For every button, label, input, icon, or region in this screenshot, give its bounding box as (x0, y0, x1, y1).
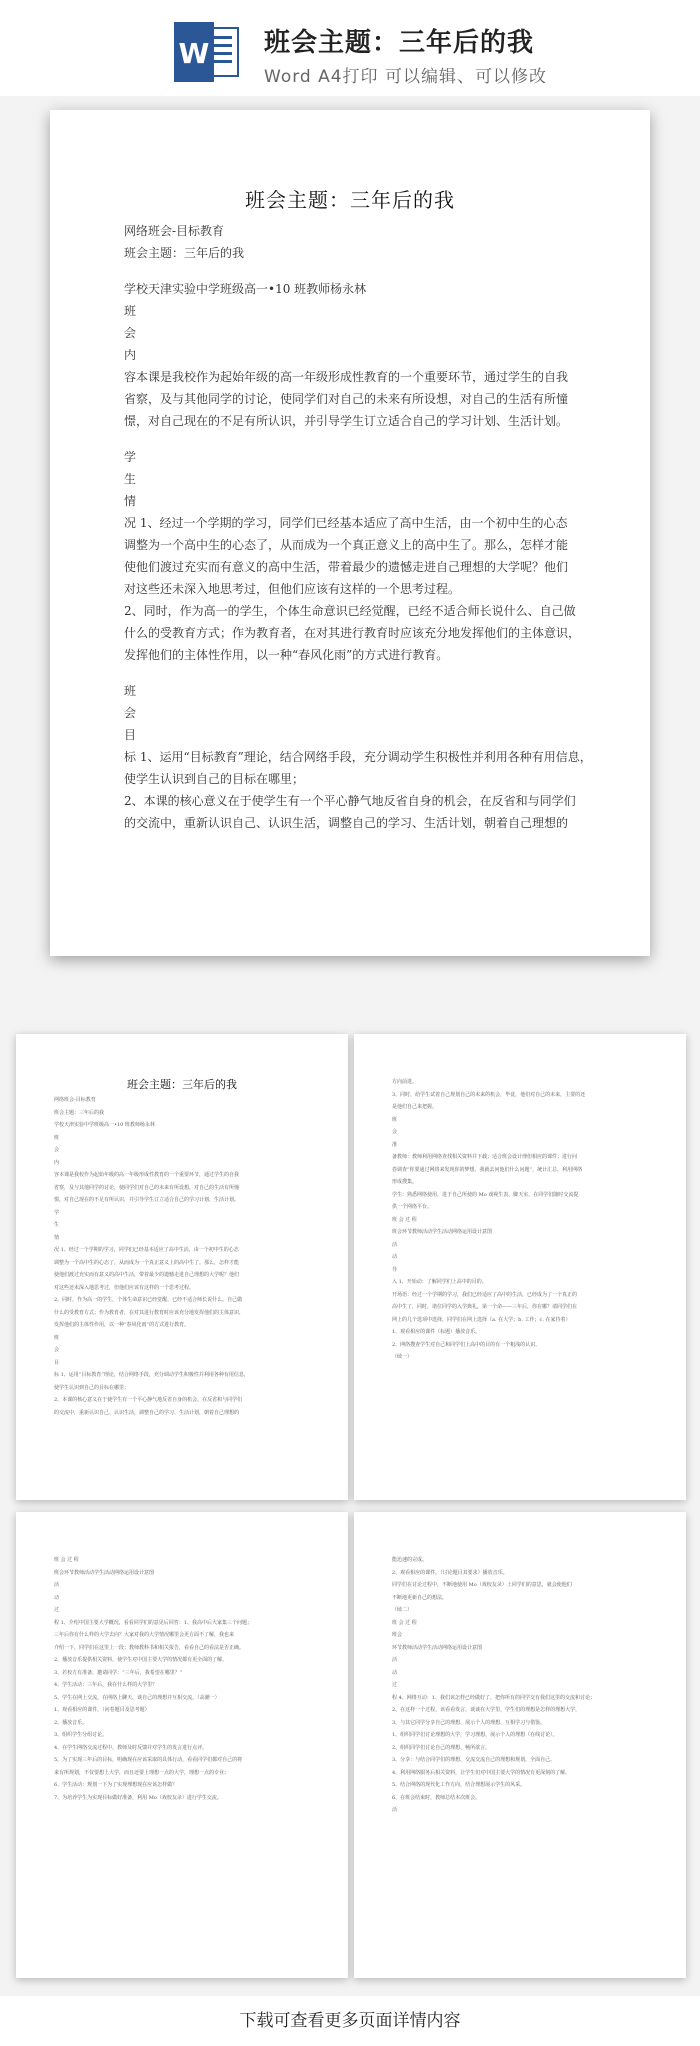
thumbnail-text-line: 动 (54, 1594, 60, 1601)
text-line: 2、同时，作为高一的学生，个体生命意识已经觉醒，已经不适合师长说什么、自己做 (124, 604, 576, 618)
thumbnail-text-line: 4、在学生网络交流过程中，教师及时反馈并对学生的发言进行点评。 (54, 1744, 208, 1751)
thumbnail-text-line: 班会主题：三年后的我 (54, 1109, 105, 1116)
thumbnail-text-line: 来有所规划，不仅要想上大学，而且还要上理想一点的大学，理想一点的专业； (54, 1769, 230, 1776)
page-thumbnail-2[interactable] (354, 1034, 686, 1500)
thumbnail-text-line: 3、组织学生分组讨论。 (54, 1732, 108, 1738)
thumbnail-text-line: 供一个网络平台。 (392, 1204, 433, 1210)
text-line (124, 666, 584, 680)
thumbnail-body (54, 1554, 310, 1804)
thumbnail-text-line: 3、分享：与结合同学们的理想，交流交流自己的理想和规划，全面自己。 (392, 1757, 556, 1763)
text-line: 况 1、经过一个学期的学习，同学们已经基本适应了高中生活，由一个初中生的心态 (124, 516, 568, 530)
thumbnail-text-line: 5、为了实现三年后的目标，明确现在应该采取的具体行动，看看同学们都对自己的将 (54, 1757, 243, 1763)
thumbnail-text-line: 使学生认识到自己的目标在哪里； (54, 1384, 130, 1391)
text-line: 的交流中，重新认识自己、认识生活，调整自己的学习、生活计划，朝着自己理想的 (124, 816, 569, 830)
thumbnail-text-line: （续二） (392, 1607, 413, 1613)
thumbnail-text-line: 班会环节教师活动学生活动网络运用设计意图 (54, 1569, 155, 1576)
page-thumbnail-1[interactable] (16, 1034, 348, 1500)
banner-title: 班会主题：三年后的我 (264, 28, 535, 58)
page-thumbnail-4[interactable] (354, 1512, 686, 1978)
thumbnail-text-line: 同学们在讨论过程中，不断地使用 Mo（戏校友录）上同学们的意思，就会使他们 (392, 1582, 572, 1588)
text-line: 标 1、运用“目标教育”理论，结合网络手段，充分调动学生积极性并利用各种有用信息， (124, 750, 592, 764)
download-more-link[interactable]: 下载可查看更多页面详情内容 (0, 1996, 700, 2046)
page-thumbnail-3[interactable] (16, 1512, 348, 1978)
text-line: 2、本课的核心意义在于使学生有一个平心静气地反省自身的机会，在反省和与同学们 (124, 794, 576, 808)
document-page-main (50, 110, 650, 956)
thumbnail-text-line: 备教师：教师利用网络查找相关资料并下载；适合班会设计理但相应的课件；进行问 (392, 1154, 578, 1160)
thumbnail-text-line: 情 (54, 1234, 60, 1241)
page-title: 班会主题：三年后的我 (245, 188, 455, 212)
thumbnail-text-line: 班 会 过 程 (392, 1619, 417, 1626)
thumbnail-text-line: 动 (392, 1254, 398, 1260)
thumbnail-text-line: 班 会 过 程 (392, 1216, 417, 1223)
text-line: 班 (124, 684, 137, 698)
thumbnail-text-line: 6、在班会结束时，教师总结本次班会。 (392, 1794, 481, 1801)
thumbnail-text-line: 标 1、运用“目标教育”理论，结合网络手段，充分调动学生积极性并利用各种有用信息， (54, 1372, 249, 1378)
thumbnail-text-line: 班会环节教师活动学生活动网络运用设计意图 (392, 1229, 493, 1235)
thumbnail-text-line: 5、结合网络的现代化工作方向，结合理想展示学生的风采。 (392, 1782, 526, 1788)
thumbnail-text-line: 2、本课的核心意义在于使学生有一个平心静气地反省自身的机会，在反省和与同学们 (54, 1397, 243, 1403)
thumbnail-text-line: 内 (54, 1159, 60, 1166)
thumbnail-text-line: 7、为培养学生为实现目标做好准备，利用 Mo（戏校友录）进行学生交流。 (54, 1794, 222, 1801)
thumbnail-text-line: 使他们渡过充实而有意义的高中生活，带着最少的遗憾走进自己理想的大学呢？他们 (54, 1272, 240, 1278)
text-line: 网络班会-目标教育 (124, 224, 225, 238)
thumbnail-text-line: 2、在这样一个过程，该看看发言，谈谈在大学里，学生们的理想是怎样的理想大学， (392, 1707, 581, 1713)
thumbnail-text-line: 开场语：经过一个学期的学习，我们已经适应了高中的生活，已经成为了一个真正的 (392, 1291, 578, 1298)
thumbnail-text-line: 2、播放音乐。 (54, 1719, 88, 1726)
thumbnail-text-line: 形成搜集。 (392, 1179, 418, 1185)
text-line: 目 (124, 728, 137, 742)
thumbnail-text-line: 程 4、网络互动：1、我们该怎样已经做好了，把你所有的同学交有我们这里的交流和讨论； (392, 1694, 595, 1701)
thumbnail-text-line: 活 (392, 1657, 398, 1663)
text-line: 班会主题：三年后的我 (124, 246, 245, 260)
thumbnail-text-line: 是他们自己来把握。 (392, 1104, 438, 1110)
thumbnail-text-line: 高中生了，同时，诸位同学的入学典礼，第一个命——三年后，你在哪？请同学们在 (392, 1304, 578, 1310)
text-line: 对这些还未深入地思考过，但他们应该有这样的一个思考过程。 (124, 582, 461, 596)
text-line (124, 432, 584, 446)
thumbnail-text-line: 调整为一个高中生的心态了，从而成为一个真正意义上的高中生了。那么，怎样才能 (54, 1259, 240, 1266)
thumbnail-text-line: 活 (392, 1807, 398, 1813)
thumbnail-title: 班会主题：三年后的我 (127, 1078, 237, 1091)
text-line: 容本课是我校作为起始年级的高一年级形成性教育的一个重要环节，通过学生的自我 (124, 370, 569, 384)
text-line: 生 (124, 472, 137, 486)
text-line: 情 (124, 494, 137, 508)
thumbnail-text-line: 班 (54, 1334, 60, 1341)
thumbnail-text-line: 3、若校方有准备，邀请同学：“三年后，我希望在哪里？” (54, 1669, 183, 1676)
thumbnail-text-line: 活 (54, 1582, 60, 1588)
thumbnail-text-line: 憬，对自己现在的不足有所认识，并引导学生订立适合自己的学习计划、生活计划。 (54, 1197, 240, 1203)
thumbnail-text-line: 2、同时，作为高一的学生，个体生命意识已经觉醒，已经不适合师长说什么、自己做 (54, 1297, 243, 1303)
thumbnail-text-line: 的交流中，重新认识自己、认识生活，调整自己的学习、生活计划，朝着自己理想的 (54, 1409, 240, 1416)
text-line: 使学生认识到自己的目标在哪里； (124, 772, 305, 786)
thumbnail-text-line: 入 1、开始动：了解同学们上高中的目的。 (392, 1279, 487, 1285)
thumbnail-text-line: 会 (54, 1347, 60, 1353)
thumbnail-text-line: 程 1、介绍中国主要大学概况，看看同学们的意见后回答：1、我高中后大家集三个问题； (54, 1619, 252, 1626)
thumbnail-body (54, 1094, 310, 1419)
thumbnail-text-line: 1、观看相应的课件，（问卷题目及思考题） (54, 1707, 150, 1713)
banner-subtitle: Word A4打印 可以编辑、可以修改 (264, 67, 547, 87)
thumbnail-text-line: 卷调查“你要通过网络来发现你的梦想，我就去问他们什么问题”，统计汇总，利用网络 (392, 1166, 583, 1173)
thumbnail-text-line: 网络班会-目标教育 (54, 1097, 96, 1103)
thumbnail-text-line: 环节教师活动学生活动网络运用设计意图 (392, 1644, 483, 1651)
thumbnail-text-line: 况 1、经过一个学期的学习，同学们已经基本适应了高中生活，由一个初中生的心态 (54, 1247, 239, 1253)
thumbnail-text-line: 学校天津实验中学班级高一•10 班教师杨永林 (54, 1122, 155, 1128)
thumbnail-text-line: 会 (54, 1147, 60, 1153)
thumbnail-text-line: 3、与其它同学分享自己的理想，展示个人的理想，互相学习与借鉴。 (392, 1719, 546, 1726)
text-line: 发挥他们的主体性作用，以一种“春风化雨”的方式进行教育。 (124, 648, 449, 662)
text-line: 什么的受教育方式；作为教育者，在对其进行教育时应该充分地发挥他们的主体意识， (124, 626, 581, 640)
thumbnail-text-line: 容本课是我校作为起始年级的高一年级形成性教育的一个重要环节，通过学生的自我 (54, 1172, 240, 1178)
thumbnail-text-line: 介绍一下，同学们在这里上一段；教师教科书和相关报告，看看自己的看法是否正确。 (54, 1644, 245, 1651)
thumbnail-text-line: 班 (392, 1116, 398, 1123)
page-body (124, 220, 592, 834)
thumbnail-text-line: 动 (392, 1669, 398, 1676)
text-line: 省察，及与其他同学的讨论，使同学们对自己的未来有所设想，对自己的生活有所憧 (124, 392, 569, 406)
thumbnail-text-line: 2、观看相应的课件。（讨论题目其要求）播放音乐。 (392, 1569, 508, 1576)
thumbnail-text-line: 网上的几个选项中选择，同学们在网上选择（a. 在大学；b. 工作；c. 在家待着） (392, 1316, 571, 1323)
thumbnail-text-line: 2、网络搜查学生对自己和同学们上高中的目的有一个粗浅的认识。 (392, 1341, 541, 1348)
thumbnail-text-line: 省察，及与其他同学的讨论，使同学们对自己的未来有所设想，对自己的生活有所憧 (54, 1184, 240, 1191)
thumbnail-text-line: 导 (392, 1266, 398, 1273)
thumbnail-text-line: 学生：熟悉网络使用，进于自己所使的 Mo 戏视生表，脚天室，在同学们随时交流提 (392, 1191, 579, 1198)
text-line: 会 (124, 326, 137, 340)
thumbnail-text-line: 5、学生在网上交流，在网络上聊天，谈自己的理想并互相交流。（高潮一） (54, 1694, 220, 1701)
text-line: 内 (124, 348, 137, 362)
thumbnail-text-line: 班 (54, 1134, 60, 1141)
thumbnail-text-line: 过 (54, 1607, 60, 1613)
text-line: 学 (124, 450, 137, 464)
thumbnail-text-line: 准 (392, 1141, 398, 1148)
thumbnail-text-line: 发挥他们的主体性作用，以一种“春风化雨”的方式进行教育。 (54, 1322, 190, 1328)
thumbnail-text-line: 三年后你有什么样的大学去向？大家对我的大学情况哪里会更方面不了解，我也来 (54, 1632, 235, 1638)
thumbnail-text-line: 对这些还未深入地思考过，但他们应该有这样的一个思考过程。 (54, 1284, 195, 1291)
text-line: 憬，对自己现在的不足有所认识，并引导学生订立适合自己的学习计划、生活计划。 (124, 414, 569, 428)
thumbnail-text-line: 活 (392, 1241, 398, 1248)
thumbnail-text-line: 2、组织同学们讨论自己的理想，畅所欲言。 (392, 1744, 491, 1751)
thumbnail-text-line: （续一） (392, 1354, 413, 1360)
thumbnail-text-line: 4、利用网络服务后相关资料，让学生们对中国主要大学的情况有更深刻的了解。 (392, 1769, 571, 1776)
text-line (124, 264, 584, 278)
thumbnail-text-line: 1、组织同学们讨论理想的大学，学习理想，展示个人的理想（在线讨论）。 (392, 1732, 558, 1738)
text-line: 学校天津实验中学班级高一•10 班教师杨永林 (124, 282, 367, 296)
text-line: 调整为一个高中生的心态了，从而成为一个真正意义上的高中生了。那么，怎样才能 (124, 538, 569, 552)
thumbnail-body (392, 1554, 648, 1817)
thumbnail-body (392, 1076, 648, 1364)
thumbnail-text-line: 班 会 过 程 (54, 1557, 79, 1563)
thumbnail-text-line: 6、学生活动：规划一下为了实现理想现在应该怎样做？ (54, 1782, 178, 1788)
thumbnail-text-line: 目 (54, 1359, 60, 1366)
thumbnail-text-line: 能迅速的完成。 (392, 1557, 428, 1563)
thumbnail-grid (0, 984, 700, 1996)
thumbnail-text-line: 不断地更新自己的想法。 (392, 1594, 448, 1601)
header-banner (0, 0, 700, 96)
word-icon-letter: W (178, 37, 210, 70)
thumbnail-text-line: 2、播放音乐提供相关资料，使学生对中国主要大学的情况都有更全面的了解。 (54, 1657, 228, 1663)
thumbnail-text-line: 方向前进。 (392, 1079, 418, 1085)
thumbnail-text-line: 什么的受教育方式；作为教育者，在对其进行教育时应该充分地发挥他们的主体意识， (54, 1309, 245, 1316)
text-line: 会 (124, 706, 137, 720)
word-icon (174, 20, 240, 84)
thumbnail-text-line: 学 (54, 1209, 60, 1216)
thumbnail-text-line: 4、学生活动：三年后，我在什么样的大学里？ (54, 1682, 158, 1688)
thumbnail-text-line: 会 (392, 1129, 398, 1135)
text-line: 使他们渡过充实而有意义的高中生活，带着最少的遗憾走进自己理想的大学呢？他们 (124, 560, 569, 574)
thumbnail-text-line: 1、观看相应的课件（标题）播放音乐。 (392, 1329, 481, 1335)
thumbnail-text-line: 3、同时，给学生试着自己规划自己的未来的机会，毕竟，他们对自己的未来，主要的还 (392, 1091, 586, 1098)
thumbnail-text-line: 班会 (392, 1632, 403, 1638)
thumbnail-text-line: 生 (54, 1222, 60, 1228)
text-line: 班 (124, 304, 137, 318)
thumbnail-text-line: 过 (392, 1682, 398, 1688)
